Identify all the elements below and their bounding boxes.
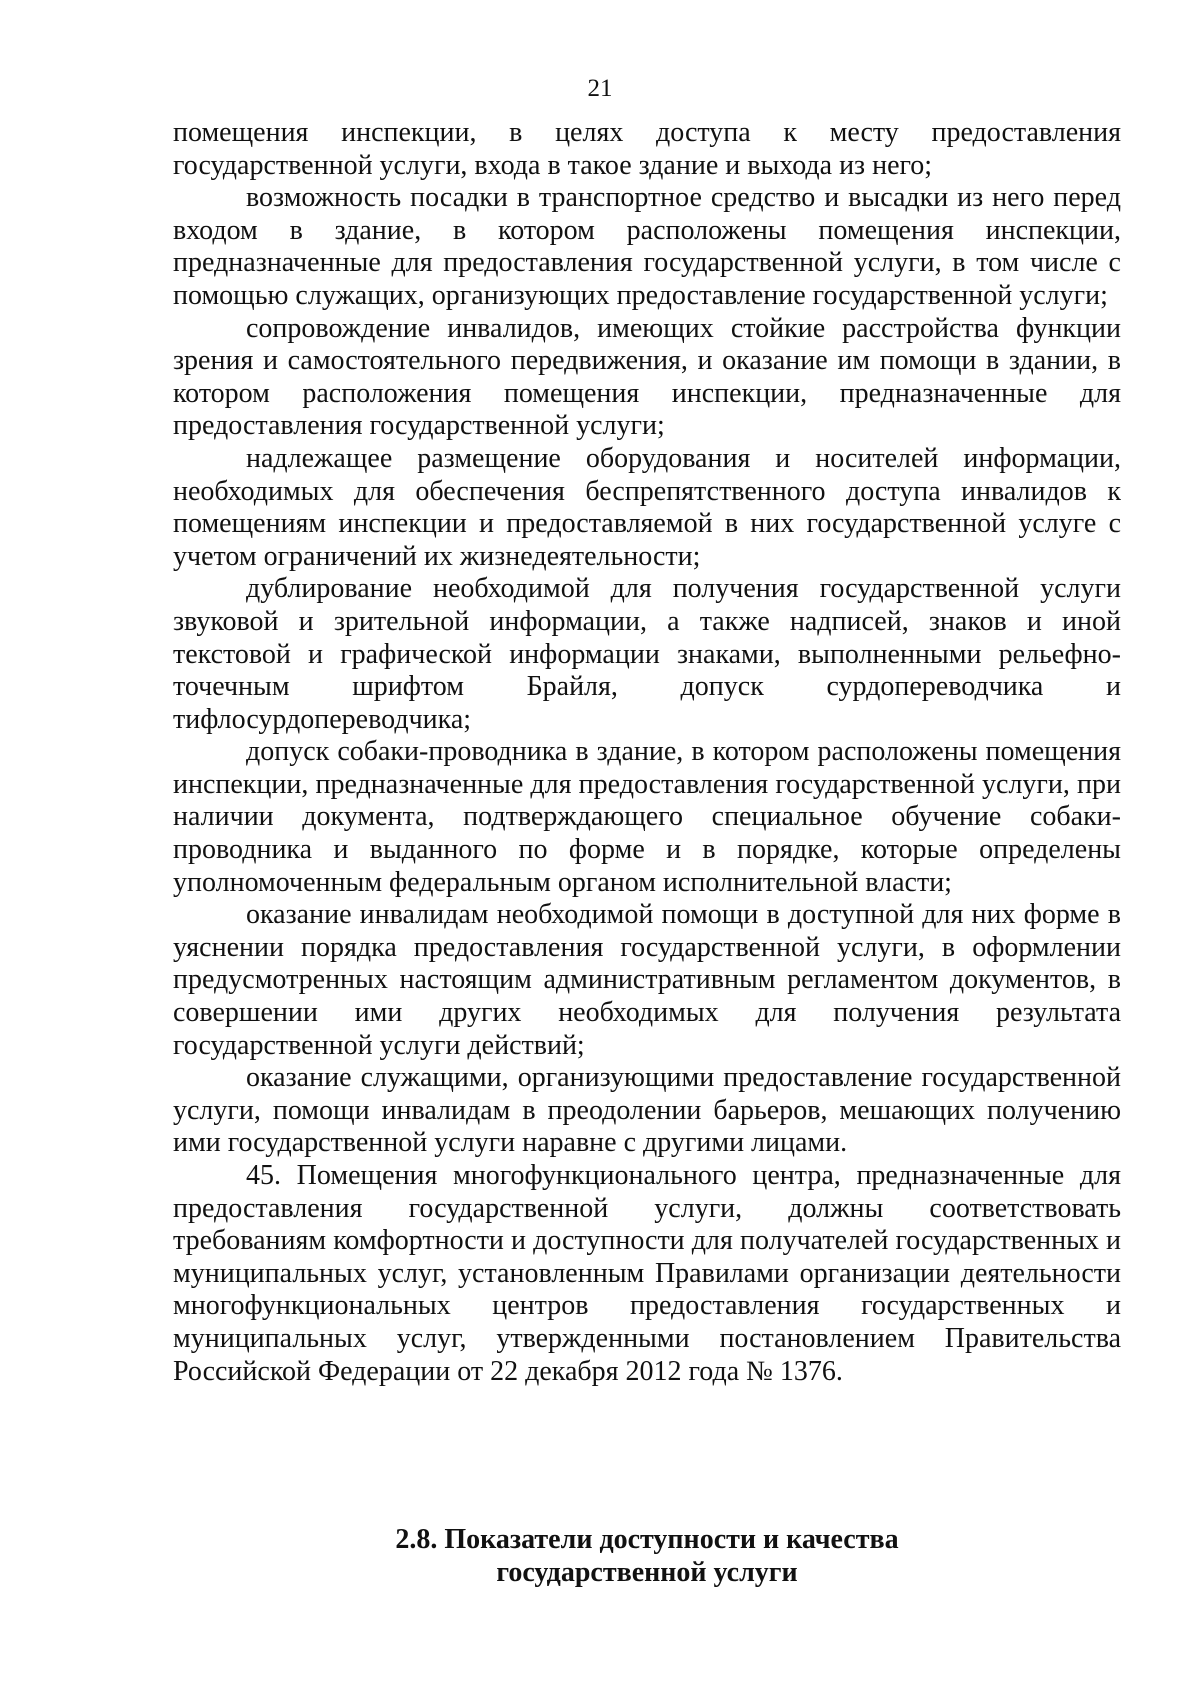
section-heading (173, 1523, 1121, 1589)
section-heading-line-2: государственной услуги (496, 1557, 798, 1588)
paragraph-continuation: помещения инспекции, в целях доступа к месту предоставления государственной услуги, входа в такое здание и выхода из него; (173, 117, 1121, 181)
paragraph-item-45: 45. Помещения многофункционального центра, предназначенные для предоставления государственной услуги, должны соответствовать требованиям комфортности и доступности для получателей государственных и муниципальных услуг, установленным Правилами организации деятельности многофункциональных центров предоставления государственных и муниципальных услуг, утвержденными постановлением Правительства Российской Федерации от 22 декабря 2012 года № 1376. (173, 1160, 1121, 1387)
paragraph-guide-dog-admission: допуск собаки-проводника в здание, в котором расположены помещения инспекции, предназначенные для предоставления государственной услуги, при наличии документа, подтверждающего специальное обучение собаки-проводника и выданного по форме и в порядке, которые определены уполномоченным федеральным органом исполнительной власти; (173, 736, 1121, 898)
paragraph-escort-disabled: сопровождение инвалидов, имеющих стойкие расстройства функции зрения и самостоятельного передвижения, и оказание им помощи в здании, в котором расположения помещения инспекции, предназначенные для предоставления государственной услуги; (173, 312, 1121, 442)
section-heading-line-1: 2.8. Показатели доступности и качества (395, 1524, 899, 1555)
page-number: 21 (587, 75, 613, 102)
document-body (173, 117, 1121, 1388)
paragraph-vehicle-access: возможность посадки в транспортное средство и высадки из него перед входом в здание, в котором расположены помещения инспекции, предназначенные для предоставления государственной услуги, в том числе с помощью служащих, организующих предоставление государственной услуги; (173, 182, 1121, 311)
paragraph-barrier-help: оказание служащими, организующими предоставление государственной услуги, помощи инвалидам в преодолении барьеров, мешающих получению ими государственной услуги наравне с другими лицами. (173, 1062, 1121, 1159)
paragraph-equipment-placement: надлежащее размещение оборудования и носителей информации, необходимых для обеспечения беспрепятственного доступа инвалидов к помещениям инспекции и предоставляемой в них государственной услуге с учетом ограничений их жизнедеятельности; (173, 442, 1121, 572)
paragraph-assistance: оказание инвалидам необходимой помощи в доступной для них форме в уяснении порядка предоставления государственной услуги, в оформлении предусмотренных настоящим административным регламентом документов, в совершении ими других необходимых для получения результата государственной услуги действий; (173, 899, 1121, 1061)
paragraph-information-duplication: дублирование необходимой для получения государственной услуги звуковой и зрительной информации, а также надписей, знаков и иной текстовой и графической информации знаками, выполненными рельефно-точечным шрифтом Брайля, допуск сурдопереводчика и тифлосурдопереводчика; (173, 573, 1121, 735)
